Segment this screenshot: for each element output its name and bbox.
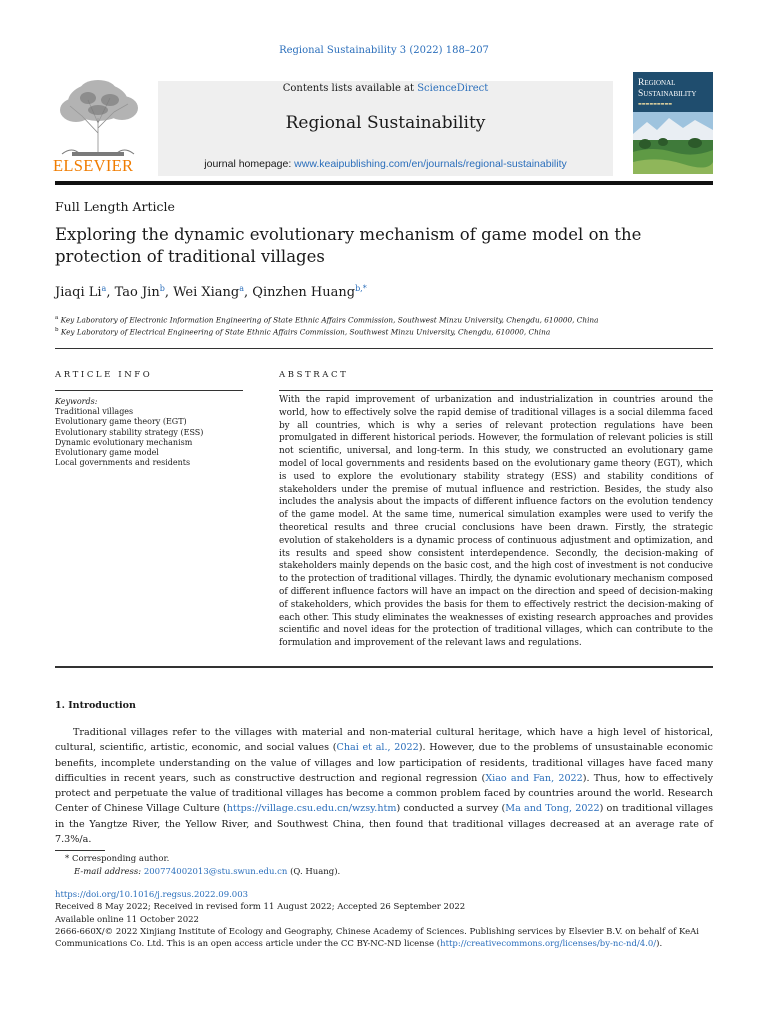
journal-title: Regional Sustainability (285, 113, 486, 133)
affiliation-rule (55, 348, 713, 349)
author-affil-link[interactable]: b,* (355, 284, 367, 293)
keywords-label: Keywords: (55, 397, 98, 406)
license-link[interactable]: http://creativecommons.org/licenses/by-nc-nd/4.0/ (440, 939, 657, 950)
doi-link[interactable]: https://doi.org/10.1016/j.regsus.2022.09.003 (55, 890, 249, 900)
keywords-block (55, 397, 203, 468)
corresponding-author-note: * Corresponding author. (65, 854, 170, 864)
article-info-heading: ARTICLE INFO (55, 370, 153, 380)
cover-subtitle-band: ▬▬▬▬▬▬▬▬▬ (638, 101, 673, 106)
introduction-paragraph: Traditional villages refer to the villages with material and non-material cultural heritage, which have a high level of historical, cultural, scientific, artistic, economic, and social values (Chai et al., 2022). However, due to the problems of unsustainable economic benefits, incomplete understanding on the value of villages and low participation of residents, traditional villages have faced many difficulties in recent years, such as constructive destruction and regional regression (Xiao and Fan, 2022). Thus, how to effectively protect and perpetuate the value of traditional villages has become a common problem faced by countries around the world. Research Center of Chinese Village Culture (https://village.csu.edu.cn/wzsy.htm) conducted a survey (Ma and Tong, 2022) on traditional villages in the Yangtze River, the Yellow River, and Southwest China, then found that traditional villages decreased at an average rate of 7.3%/a. (55, 727, 714, 846)
footnotes (55, 853, 340, 878)
citation-link[interactable]: Ma and Tong, 2022 (505, 803, 600, 815)
author-name: Wei Xiang (173, 285, 240, 300)
copyright-notice: 2666-660X/© 2022 Xinjiang Institute of Ecology and Geography, Chinese Academy of Sciences. Publishing services by Elsevier B.V. on behalf of KeAi Communications Co. Ltd. This is an open access article under the CC BY-NC-ND license (http://creativecommons.org/licenses/by-nc-nd/4.0/). (55, 926, 699, 950)
paper-title: Exploring the dynamic evolutionary mechanism of game model on the protection of traditional villages (55, 225, 642, 266)
footnote-rule (55, 850, 105, 851)
journal-header-box (158, 81, 613, 176)
journal-cover-image[interactable] (633, 72, 713, 174)
publication-info (55, 889, 715, 950)
article-type: Full Length Article (55, 199, 175, 214)
author-name: Tao Jin (114, 285, 160, 300)
keyword-item: Local governments and residents (55, 458, 191, 468)
received-dates: Received 8 May 2022; Received in revised form 11 August 2022; Accepted 26 September 2022 (55, 902, 466, 913)
email-link[interactable]: 200774002013@stu.swun.edu.cn (143, 866, 288, 877)
author-list: Jiaqi Li$^a$, Tao Jin$^b$, Wei Xiang$^a$, Qinzhen Huang$^{b,*}$ (55, 284, 367, 300)
abstract-rule (279, 390, 713, 391)
author-affil-link[interactable]: a (101, 284, 107, 293)
affiliations (55, 313, 598, 338)
cover-title: Regional Sustainability (638, 78, 697, 99)
section-heading-introduction: 1. Introduction (55, 700, 136, 711)
citation-link[interactable]: Xiao and Fan, 2022 (485, 772, 583, 784)
author-affil-link[interactable]: a (239, 284, 245, 293)
abstract-text: With the rapid improvement of urbanization and industrialization in countries around the world, how to effectively solve the rapid demise of traditional villages is a social dilemma faced by all countries, which is why a series of relevant protection regulations have been promulgated in different historical periods. However, the formulation of relevant policies is still not scientific, universal, and long-term. In this study, we constructed an evolutionary game model of local governments and residents based on the evolutionary game theory (EGT), which is used to explore the evolutionary stability strategy (ESS) and stability conditions of stakeholders under the premise of mutual influence and restriction. Besides, the study also includes the analysis about the impacts of different influence factors on the evolution tendency of the game model. At the same time, numerical simulation examples were used to verify the theoretical results and three crucial conclusions have been drawn. Firstly, the strategic evolution of stakeholders is a dynamic process of continuous adjustment and optimization, and its results and speed show consistent interdependence. Secondly, the decision-making of stakeholders mainly depends on the basic cost, and the high cost of investment is not conducive to the protection of traditional villages. Thirdly, the dynamic evolutionary mechanism composed of different influence factors will have an impact on the direction and speed of decision-making of stakeholders, which provides the basis for them to effectively restrict the decision-making of each other. This study eliminates the weaknesses of existing research approaches and provides scientific and novel ideas for the protection of traditional villages, which can contribute to the formulation and improvement of the relevant laws and regulations. (279, 395, 713, 649)
author-affil-link[interactable]: b (159, 284, 165, 293)
contents-line: Contents lists available at ScienceDirect (282, 83, 489, 94)
author-name: Qinzhen Huang (252, 285, 356, 300)
journal-citation[interactable]: Regional Sustainability 3 (2022) 188–207 (279, 45, 489, 56)
journal-homepage-link[interactable]: www.keaipublishing.com/en/journals/regional-sustainability (294, 158, 567, 170)
affiliation-item: $^b$ Key Laboratory of Electrical Engineering of State Ethnic Affairs Commission, Southwest Minzu University, Chengdu, 610000, China (55, 327, 551, 337)
header-rule (55, 181, 713, 185)
keyword-item: Traditional villages (55, 407, 134, 417)
village-culture-link[interactable]: https://village.csu.edu.cn/wzsy.htm (226, 803, 397, 815)
article-info-rule (55, 390, 243, 391)
email-note: E-mail address: 200774002013@stu.swun.edu.cn (Q. Huang). (74, 866, 341, 877)
author-name: Jiaqi Li (55, 285, 102, 300)
abstract-heading: ABSTRACT (279, 370, 349, 380)
citation-link[interactable]: Chai et al., 2022 (336, 742, 419, 754)
keyword-item: Evolutionary game model (55, 448, 159, 458)
abstract-end-rule (55, 666, 713, 668)
keyword-item: Evolutionary stability strategy (ESS) (55, 427, 204, 437)
sciencedirect-link[interactable]: ScienceDirect (417, 83, 489, 94)
keyword-item: Dynamic evolutionary mechanism (55, 437, 193, 447)
cover-landscape (633, 112, 713, 174)
homepage-line: journal homepage: www.keaipublishing.com/en/journals/regional-sustainability (204, 158, 567, 170)
affiliation-item: $^a$ Key Laboratory of Electronic Information Engineering of State Ethnic Affairs Commission, Southwest Minzu University, Chengdu, 610000, China (55, 315, 599, 325)
available-online: Available online 11 October 2022 (55, 914, 199, 925)
keyword-item: Evolutionary game theory (EGT) (55, 417, 187, 427)
elsevier-wordmark: ELSEVIER (53, 156, 134, 175)
